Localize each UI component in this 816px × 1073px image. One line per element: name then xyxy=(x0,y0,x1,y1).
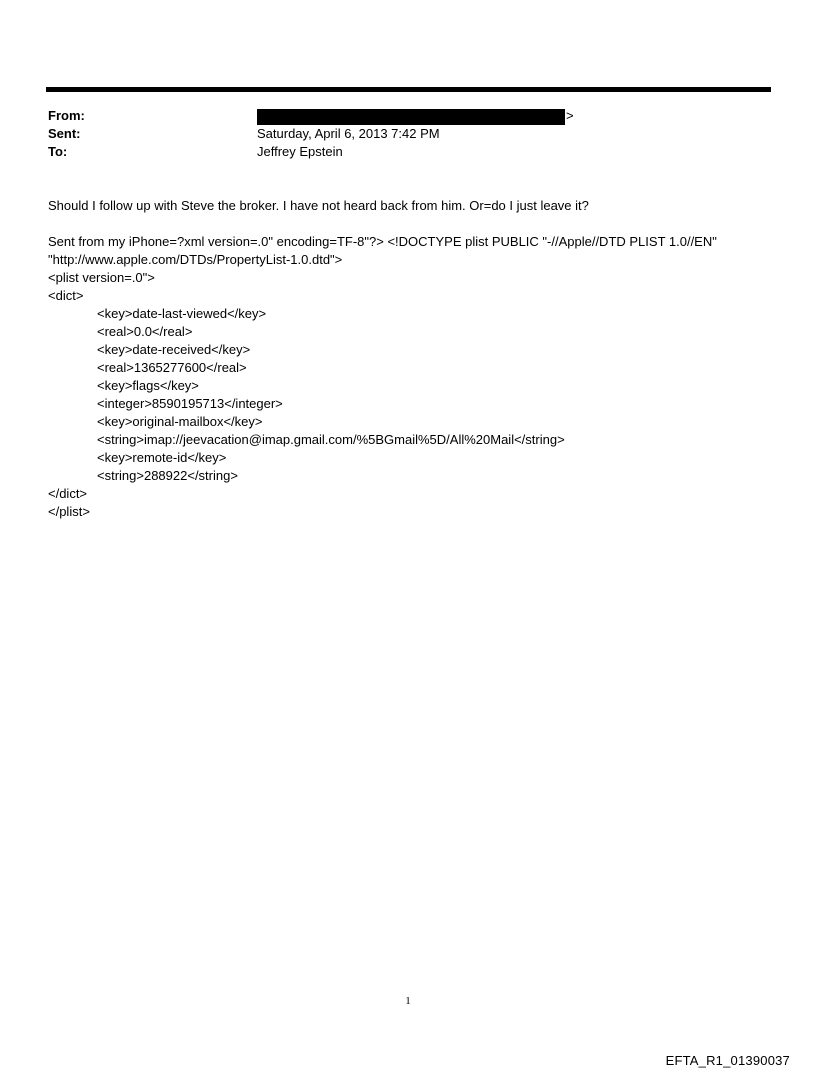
from-row xyxy=(48,107,748,125)
message-text: Should I follow up with Steve the broker. I have not heard back from him. Or=do I just leave it? xyxy=(48,198,589,213)
to-row xyxy=(48,143,748,161)
document-id: EFTA_R1_01390037 xyxy=(665,1053,790,1068)
plist-line: <plist version=.0"> xyxy=(48,270,155,285)
plist-line: </dict> xyxy=(48,486,88,501)
plist-line: <key>date-received</key> xyxy=(97,342,251,357)
to-label: To: xyxy=(48,144,68,159)
plist-line: </plist> xyxy=(48,504,90,519)
plist-line: <string>imap://jeevacation@imap.gmail.com/%5BGmail%5D/All%20Mail</string> xyxy=(97,432,565,447)
signature-line-2: "http://www.apple.com/DTDs/PropertyList-1.0.dtd"> xyxy=(48,252,343,267)
signature-line-1: Sent from my iPhone=?xml version=.0" encoding=TF-8"?> <!DOCTYPE plist PUBLIC "-//Apple//DTD PLIST 1.0//EN" xyxy=(48,234,717,249)
from-label: From: xyxy=(48,108,85,123)
plist-line: <real>1365277600</real> xyxy=(97,360,247,375)
plist-line: <key>date-last-viewed</key> xyxy=(97,306,267,321)
plist-line: <real>0.0</real> xyxy=(97,324,193,339)
plist-line: <string>288922</string> xyxy=(97,468,238,483)
redaction-block xyxy=(257,109,565,125)
plist-line: <integer>8590195713</integer> xyxy=(97,396,283,411)
plist-line: <dict> xyxy=(48,288,84,303)
sent-value: Saturday, April 6, 2013 7:42 PM xyxy=(257,126,440,141)
to-value: Jeffrey Epstein xyxy=(257,144,343,159)
from-value-tail: > xyxy=(566,108,574,123)
plist-line: <key>remote-id</key> xyxy=(97,450,227,465)
page-number: 1 xyxy=(405,995,411,1007)
plist-line: <key>original-mailbox</key> xyxy=(97,414,263,429)
sent-label: Sent: xyxy=(48,126,81,141)
header-divider xyxy=(46,87,771,92)
plist-line: <key>flags</key> xyxy=(97,378,199,393)
sent-row xyxy=(48,125,748,143)
